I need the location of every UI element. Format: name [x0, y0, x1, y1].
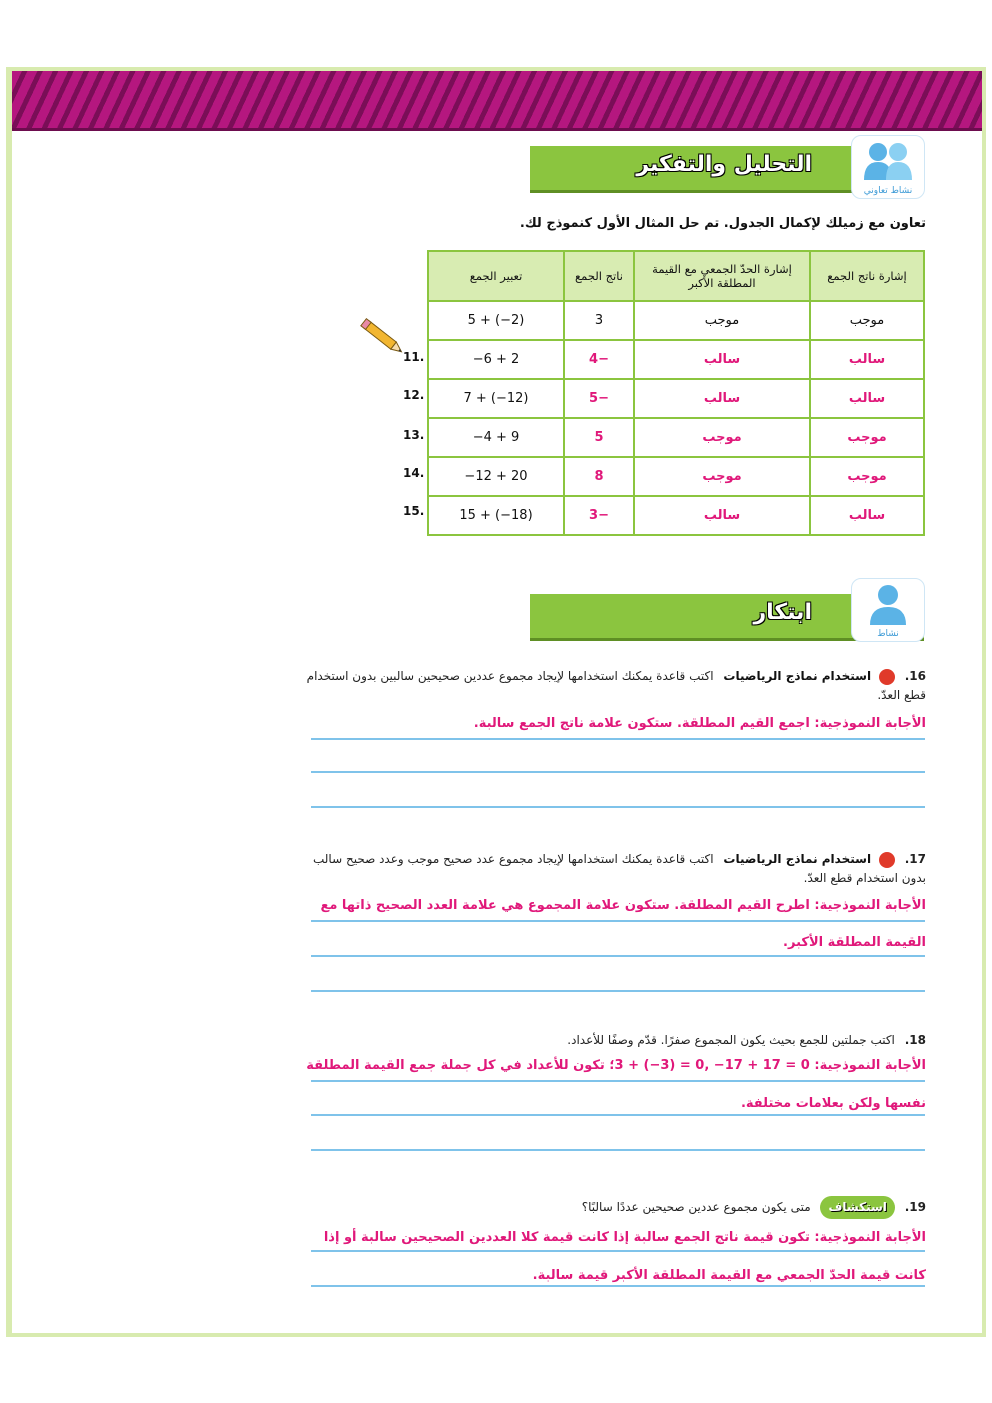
question-16-text: اكتب قاعدة يمكنك استخدامها لإيجاد مجموع عددين صحيحين سالبين بدون استخدام قطع العدّ. [306, 669, 926, 702]
answer-19-line-1: الأجابة النموذجية: تكون قيمة ناتج الجمع سالبة إذا كانت قيمة كلا العددين الصحيحين سالبة أو إذا [323, 1230, 926, 1245]
result-cell: −3 [564, 496, 634, 535]
sum-sign-cell: سالب [810, 496, 924, 535]
row-number-11: 11. [403, 350, 425, 364]
sum-sign-cell: سالب [810, 379, 924, 418]
question-16 [306, 667, 926, 705]
question-18-number: 18. [904, 1033, 926, 1047]
term-sign-cell: موجب [634, 301, 810, 340]
sum-sign-cell: موجب [810, 301, 924, 340]
question-18-text: اكتب جملتين للجمع بحيث يكون المجموع صفرًا. قدّم وصفًا للأعداد. [567, 1033, 895, 1047]
sum-sign-cell: سالب [810, 340, 924, 379]
row-number-15: 15. [403, 504, 425, 518]
header-term-sign: إشارة الحدّ الجمعي مع القيمة المطلقة الأكبر [634, 251, 810, 301]
answer-line [311, 806, 925, 808]
term-sign-cell: سالب [634, 340, 810, 379]
question-19-text: متى يكون مجموع عددين صحيحين عددًا سالبًا؟ [581, 1200, 811, 1214]
question-19 [306, 1196, 926, 1219]
table-row [428, 457, 924, 496]
answer-17-line-2: القيمة المطلقة الأكبر. [783, 935, 926, 950]
answer-line [311, 771, 925, 773]
term-sign-cell: موجب [634, 418, 810, 457]
result-cell: 3 [564, 301, 634, 340]
question-16-number: 16. [904, 669, 926, 683]
expression-cell: 7 + (−12) [428, 379, 564, 418]
table-row [428, 340, 924, 379]
table-row [428, 418, 924, 457]
question-18 [306, 1031, 926, 1050]
answer-line [311, 1080, 925, 1082]
row-number-12: 12. [403, 388, 425, 402]
question-17-label: استخدام نماذج الرياضيات [723, 852, 872, 866]
people-icon [852, 136, 924, 184]
collaboration-badge [851, 135, 925, 199]
answer-line [311, 738, 925, 740]
sum-sign-cell: موجب [810, 457, 924, 496]
result-cell: 5 [564, 418, 634, 457]
question-17-text: اكتب قاعدة يمكنك استخدامها لإيجاد مجموع عدد صحيح موجب وعدد صحيح سالب بدون استخدام قطع العدّ. [312, 852, 926, 885]
answer-line [311, 1114, 925, 1116]
pencil-icon [358, 316, 408, 360]
answer-line [311, 990, 925, 992]
result-cell: 8 [564, 457, 634, 496]
result-cell: −4 [564, 340, 634, 379]
row-number-13: 13. [403, 428, 425, 442]
person-icon [852, 579, 924, 627]
expression-cell: 15 + (−18) [428, 496, 564, 535]
create-badge [851, 578, 925, 642]
instructions: تعاون مع زميلك لإكمال الجدول. تم حل المثال الأول كنموذج لك. [519, 216, 926, 231]
question-17 [306, 850, 926, 888]
answer-17-line-1: الأجابة النموذجية: اطرح القيم المطلقة. ستكون علامة المجموع هي علامة العدد الصحيح ذاتها مع [320, 898, 926, 913]
expression-cell: 5 + (−2) [428, 301, 564, 340]
term-sign-cell: سالب [634, 496, 810, 535]
create-badge-caption: نشاط [877, 629, 899, 639]
header-expression: تعبير الجمع [428, 251, 564, 301]
header-result: ناتج الجمع [564, 251, 634, 301]
answer-18-line-2: نفسها ولكن بعلامات مختلفة. [740, 1096, 926, 1111]
answer-line [311, 920, 925, 922]
explore-badge: استكشاف [820, 1196, 894, 1219]
result-cell: −5 [564, 379, 634, 418]
answer-line [311, 1285, 925, 1287]
table-row [428, 496, 924, 535]
collaboration-badge-caption: نشاط تعاوني [863, 186, 913, 196]
answer-line [311, 1149, 925, 1151]
question-19-number: 19. [904, 1200, 926, 1214]
table-row [428, 379, 924, 418]
hot-icon [879, 669, 895, 685]
analysis-title: التحليل والتفكير [636, 152, 812, 177]
sum-sign-cell: موجب [810, 418, 924, 457]
create-title: ابتكار [753, 600, 812, 625]
term-sign-cell: موجب [634, 457, 810, 496]
expression-cell: −12 + 20 [428, 457, 564, 496]
expression-cell: −6 + 2 [428, 340, 564, 379]
answer-18-line-1: الأجابة النموذجية: 0 = 17 + 17− ,0 = (3−) + 3؛ تكون للأعداد في كل جملة جمع القيمة المطلقة [306, 1058, 926, 1073]
table-row [428, 301, 924, 340]
header-sum-sign: إشارة ناتج الجمع [810, 251, 924, 301]
sums-table [427, 250, 925, 536]
row-number-14: 14. [403, 466, 425, 480]
header-banner [12, 71, 982, 131]
question-17-number: 17. [904, 852, 926, 866]
hot-icon [879, 852, 895, 868]
question-16-label: استخدام نماذج الرياضيات [723, 669, 872, 683]
answer-line [311, 955, 925, 957]
expression-cell: −4 + 9 [428, 418, 564, 457]
answer-19-line-2: كانت قيمة الحدّ الجمعي مع القيمة المطلقة الأكبر قيمة سالبة. [532, 1268, 926, 1283]
term-sign-cell: سالب [634, 379, 810, 418]
answer-16: الأجابة النموذجية: اجمع القيم المطلقة. ستكون علامة ناتج الجمع سالبة. [473, 716, 926, 731]
answer-line [311, 1250, 925, 1252]
